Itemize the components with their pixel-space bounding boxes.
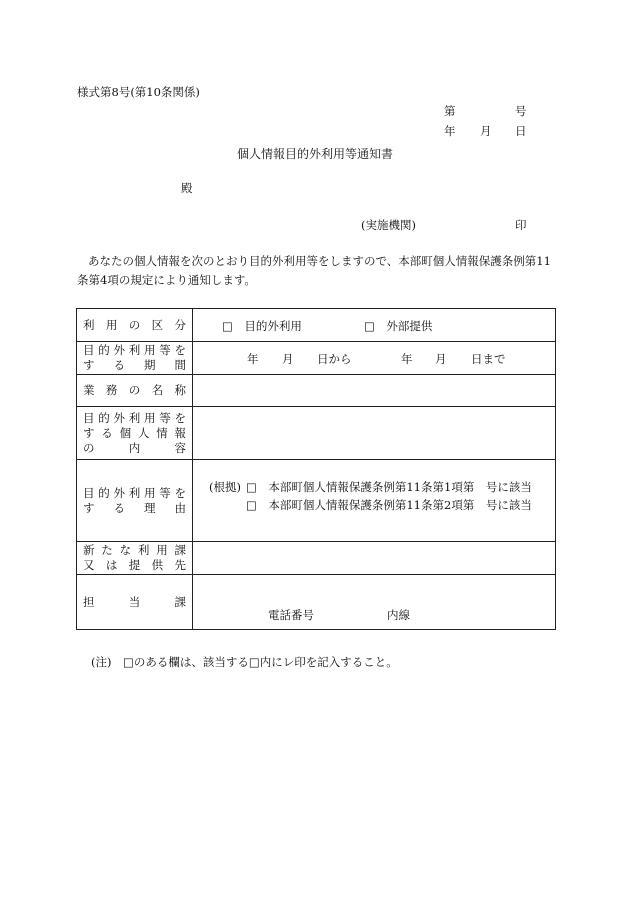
label-char: 称: [174, 383, 186, 397]
label-line: [77, 558, 192, 573]
label-line: [77, 358, 192, 373]
label-reason: [77, 460, 193, 542]
label-char: 利: [83, 317, 95, 332]
label-char: 業: [83, 383, 95, 397]
label-char: な: [119, 543, 132, 557]
value-period[interactable]: [193, 342, 556, 375]
label-line: [77, 426, 192, 441]
label-char: 利: [128, 485, 141, 500]
value-personal-info-content[interactable]: [193, 407, 556, 460]
value-usage-category: [193, 309, 556, 342]
label-char: 供: [151, 558, 164, 572]
label-char: る: [113, 500, 125, 515]
basis-clause2-checkbox[interactable]: □ 本部町個人情報保護条例第11条第2項第 号に該当: [246, 498, 532, 512]
extension-label: 内線: [387, 608, 410, 622]
footnote: (注) □のある欄は、該当する□内にレ印を記入すること。: [91, 655, 398, 669]
label-line: [77, 383, 192, 398]
label-char: 当: [128, 594, 141, 609]
label-business-name: [77, 375, 193, 407]
label-char: を: [174, 410, 186, 425]
label-line: [77, 318, 192, 333]
value-reason: [193, 460, 556, 542]
label-char: す: [83, 425, 95, 440]
number-dai: 第: [444, 104, 456, 118]
label-char: 目: [83, 343, 95, 357]
label-char: 用: [144, 410, 156, 425]
label-period: [77, 342, 193, 375]
label-char: 的: [98, 343, 110, 357]
label-char: 又: [83, 558, 95, 572]
label-char: 理: [144, 500, 156, 515]
label-char: 的: [98, 410, 110, 425]
label-line: [77, 501, 192, 516]
label-char: 間: [174, 358, 186, 372]
label-char: 個: [119, 425, 132, 440]
label-char: 人: [137, 425, 150, 440]
label-personal-info-content: [77, 407, 193, 460]
row-business-name: [77, 375, 556, 407]
label-char: 名: [151, 383, 164, 397]
label-char: 容: [174, 440, 186, 455]
date-gatsu: 月: [480, 124, 492, 138]
label-char: 由: [174, 500, 186, 515]
period-to-month: 月: [435, 352, 447, 366]
label-char: 務: [105, 383, 118, 397]
option-purpose-use-checkbox[interactable]: □ 目的外利用: [222, 319, 302, 333]
row-department-in-charge: [77, 575, 556, 630]
label-char: る: [101, 425, 113, 440]
period-from-month: 月: [282, 352, 294, 366]
label-char: 用: [105, 317, 118, 332]
label-char: 先: [174, 558, 186, 572]
row-personal-info-content: [77, 407, 556, 460]
label-char: す: [83, 500, 95, 515]
label-char: 課: [174, 594, 186, 609]
label-char: 目: [83, 485, 95, 500]
body-text: あなたの個人情報を次のとおり目的外利用等をしますので、本部町個人情報保護条例第11条第4項の規定により通知します。: [77, 254, 551, 287]
row-usage-category: [77, 309, 556, 342]
label-line: [77, 543, 192, 558]
row-new-user-or-provider: [77, 542, 556, 575]
value-department-in-charge[interactable]: [193, 575, 556, 630]
period-from-day: 日から: [317, 352, 352, 366]
label-char: 目: [83, 410, 95, 425]
label-char: を: [174, 343, 186, 357]
notification-form-table: [76, 308, 556, 630]
period-to-year: 年: [401, 352, 413, 366]
label-char: 的: [98, 485, 110, 500]
label-char: を: [174, 485, 186, 500]
label-usage-category: [77, 309, 193, 342]
agency-label: (実施機関): [361, 218, 416, 232]
label-char: 分: [174, 317, 186, 332]
label-char: 用: [144, 343, 156, 357]
label-char: 担: [83, 594, 95, 609]
label-char: 用: [144, 485, 156, 500]
label-char: 等: [159, 343, 171, 357]
value-new-user-or-provider[interactable]: [193, 542, 556, 575]
label-line: [77, 343, 192, 358]
label-line: [77, 411, 192, 426]
phone-label: 電話番号: [268, 608, 314, 622]
label-char: 利: [137, 543, 150, 557]
row-period: [77, 342, 556, 375]
label-line: [77, 441, 192, 456]
label-char: の: [83, 440, 95, 455]
label-char: 課: [174, 543, 186, 557]
label-line: [77, 595, 192, 610]
basis-label: (根拠): [209, 480, 241, 494]
label-char: 提: [128, 558, 141, 572]
form-number: 様式第8号(第10条関係): [77, 85, 200, 99]
label-char: 新: [83, 543, 95, 557]
seal-mark: 印: [515, 218, 527, 232]
label-char: の: [128, 383, 141, 397]
label-char: 等: [159, 485, 171, 500]
label-char: 情: [156, 425, 168, 440]
label-char: 等: [159, 410, 171, 425]
label-char: 報: [174, 425, 186, 440]
label-char: の: [128, 317, 141, 332]
document-title: 個人情報目的外利用等通知書: [236, 147, 393, 161]
label-char: る: [113, 358, 125, 372]
row-reason: [77, 460, 556, 542]
label-char: 利: [128, 343, 141, 357]
date-nen: 年: [444, 124, 456, 138]
label-char: 内: [128, 440, 141, 455]
basis-clause1-checkbox[interactable]: □ 本部町個人情報保護条例第11条第1項第 号に該当: [246, 480, 532, 494]
label-char: 利: [128, 410, 141, 425]
label-line: [77, 486, 192, 501]
label-char: 外: [113, 485, 125, 500]
label-char: 外: [113, 410, 125, 425]
number-go: 号: [515, 104, 527, 118]
option-external-provision-checkbox[interactable]: □ 外部提供: [364, 319, 433, 333]
addressee-suffix: 殿: [181, 181, 193, 195]
label-char: 期: [144, 358, 156, 372]
label-char: た: [101, 543, 113, 557]
period-from-year: 年: [247, 352, 259, 366]
label-department-in-charge: [77, 575, 193, 630]
label-char: 外: [113, 343, 125, 357]
date-nichi: 日: [515, 124, 527, 138]
label-char: す: [83, 358, 95, 372]
value-business-name[interactable]: [193, 375, 556, 407]
label-new-user-or-provider: [77, 542, 193, 575]
period-to-day: 日まで: [471, 352, 506, 366]
label-char: 用: [156, 543, 168, 557]
label-char: は: [105, 558, 118, 572]
label-char: 区: [151, 317, 164, 332]
